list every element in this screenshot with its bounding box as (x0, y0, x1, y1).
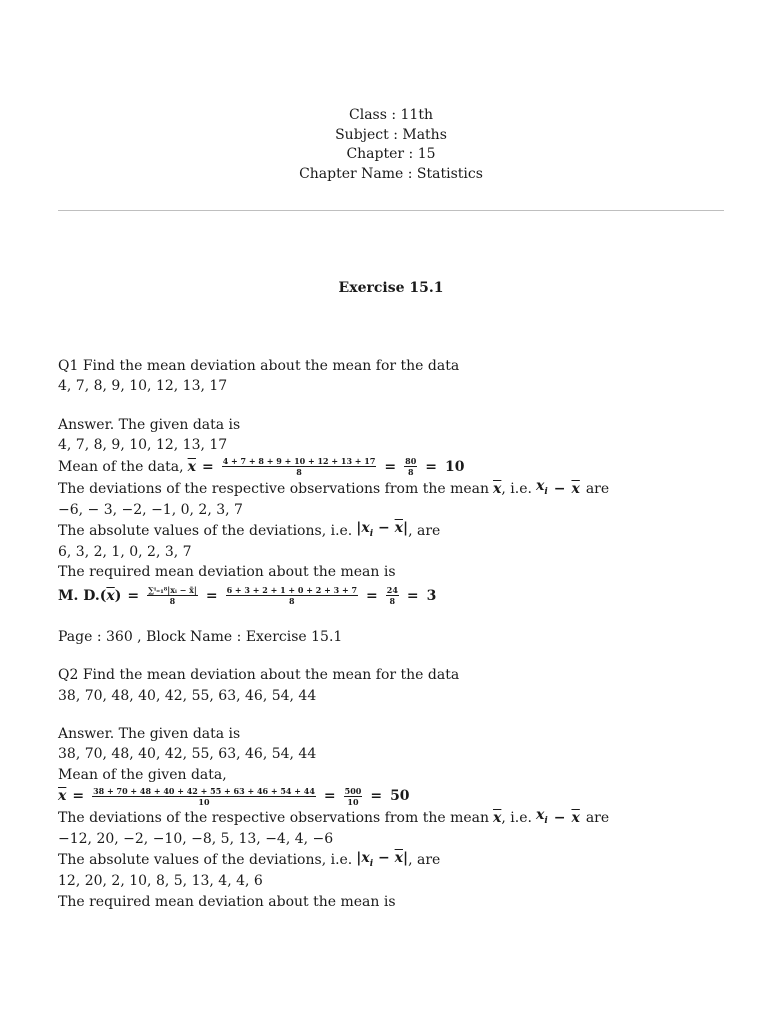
q1-deviations-values: −6, − 3, −2, −1, 0, 2, 3, 7 (58, 501, 243, 518)
q2-deviations-values: −12, 20, −2, −10, −8, 5, 13, −4, 4, −6 (58, 831, 334, 848)
q1-question: Q1 Find the mean deviation about the mean for the data (58, 358, 460, 374)
q2-answer-data: 38, 70, 48, 40, 42, 55, 63, 46, 54, 44 (58, 746, 317, 763)
q2-mean-result: 50 (390, 788, 410, 805)
q2-question: Q2 Find the mean deviation about the mean for the data (58, 667, 460, 684)
q2-mean-line: $\overline{x}$ = $\frac{38 + 70 + 48 + 40 + 42 + 55 + 63 + 46 + 54 + 44}{10}$ = $\frac{500}{10}$ = 50 (58, 785, 410, 807)
q1-md-fraction: $\frac{\text{∑ⁱ₌₁⁸|xᵢ − x̄|}}{8}$ (148, 585, 197, 607)
q1-page-ref: Page : 360 , Block Name : Exercise 15.1 (58, 628, 343, 645)
q1-mean-line: Mean of the data, $\overline{x}$ = $\frac{4 + 7 + 8 + 9 + 10 + 12 + 13 + 17}{8}$ = $\frac{80}{8}$ = 10 (58, 456, 465, 478)
q1-answer-intro: Answer. The given data is (58, 416, 241, 433)
q1-mean-label: Mean of the data, (58, 458, 184, 475)
q2-data: 38, 70, 48, 40, 42, 55, 63, 46, 54, 44 (58, 687, 317, 704)
exercise-title: Exercise 15.1 (338, 280, 444, 296)
q2-answer-intro: Answer. The given data is (58, 725, 241, 742)
q1-answer-data: 4, 7, 8, 9, 10, 12, 13, 17 (58, 437, 228, 454)
q1-mean-fraction: $\frac{4 + 7 + 8 + 9 + 10 + 12 + 13 + 17}{8}$ (222, 456, 376, 478)
q1-required-text: The required mean deviation about the mean is (58, 564, 396, 581)
q2-mean-label: Mean of the given data, (58, 766, 227, 783)
q1-mean-var: $\overline{x}$ (187, 458, 196, 475)
q1-mean-result: 10 (445, 458, 465, 475)
q2-abs-line: The absolute values of the deviations, i.e. $|x_i - \overline{x}|$ , are (58, 849, 441, 869)
q2-required-text: The required mean deviation about the mean is (58, 893, 396, 910)
horizontal-divider (58, 210, 724, 211)
q1-abs-line: The absolute values of the deviations, i.e. $|x_i - \overline{x}|$ , are (58, 520, 441, 539)
q1-md-fraction-2: $\frac{6 + 3 + 2 + 1 + 0 + 2 + 3 + 7}{8}$ (226, 585, 358, 607)
q2-mean-fraction: $\frac{38 + 70 + 48 + 40 + 42 + 55 + 63 + 46 + 54 + 44}{10}$ (93, 785, 315, 807)
q2-mean-fraction-2: $\frac{500}{10}$ (344, 785, 362, 807)
document-body (58, 356, 738, 912)
chapter-name-line: Chapter Name : Statistics (299, 165, 483, 182)
subject-line: Subject : Maths (335, 126, 447, 143)
q1-abs-values: 6, 3, 2, 1, 0, 2, 3, 7 (58, 543, 192, 560)
q2-deviations-line: The deviations of the respective observations from the mean $\overline{x}$ , i.e. $x_i$ − $\overline{x}$ are (58, 807, 610, 827)
q1-md-line: M. D. $(\overline{x})$ = $\frac{\text{∑ⁱ₌₁⁸|xᵢ − x̄|}}{8}$ = $\frac{6 + 3 + 2 + 1 + 0 + 2 + 3 + 7}{8}$ = $\frac{24}{8}$ = 3 (58, 585, 437, 607)
class-line: Class : 11th (349, 107, 433, 123)
q1-md-result: 3 (426, 587, 437, 604)
q1-deviations-line: The deviations of the respective observations from the mean $\overline{x}$ , i.e. $x_i$ − $\overline{x}$ are (58, 477, 610, 497)
chapter-line: Chapter : 15 (346, 146, 436, 162)
document-header (0, 106, 768, 184)
q1-mean-fraction-2: $\frac{80}{8}$ (405, 456, 417, 478)
q1-md-fraction-3: $\frac{24}{8}$ (386, 585, 398, 607)
q1-data: 4, 7, 8, 9, 10, 12, 13, 17 (58, 378, 228, 395)
q2-abs-values: 12, 20, 2, 10, 8, 5, 13, 4, 4, 6 (58, 873, 263, 890)
